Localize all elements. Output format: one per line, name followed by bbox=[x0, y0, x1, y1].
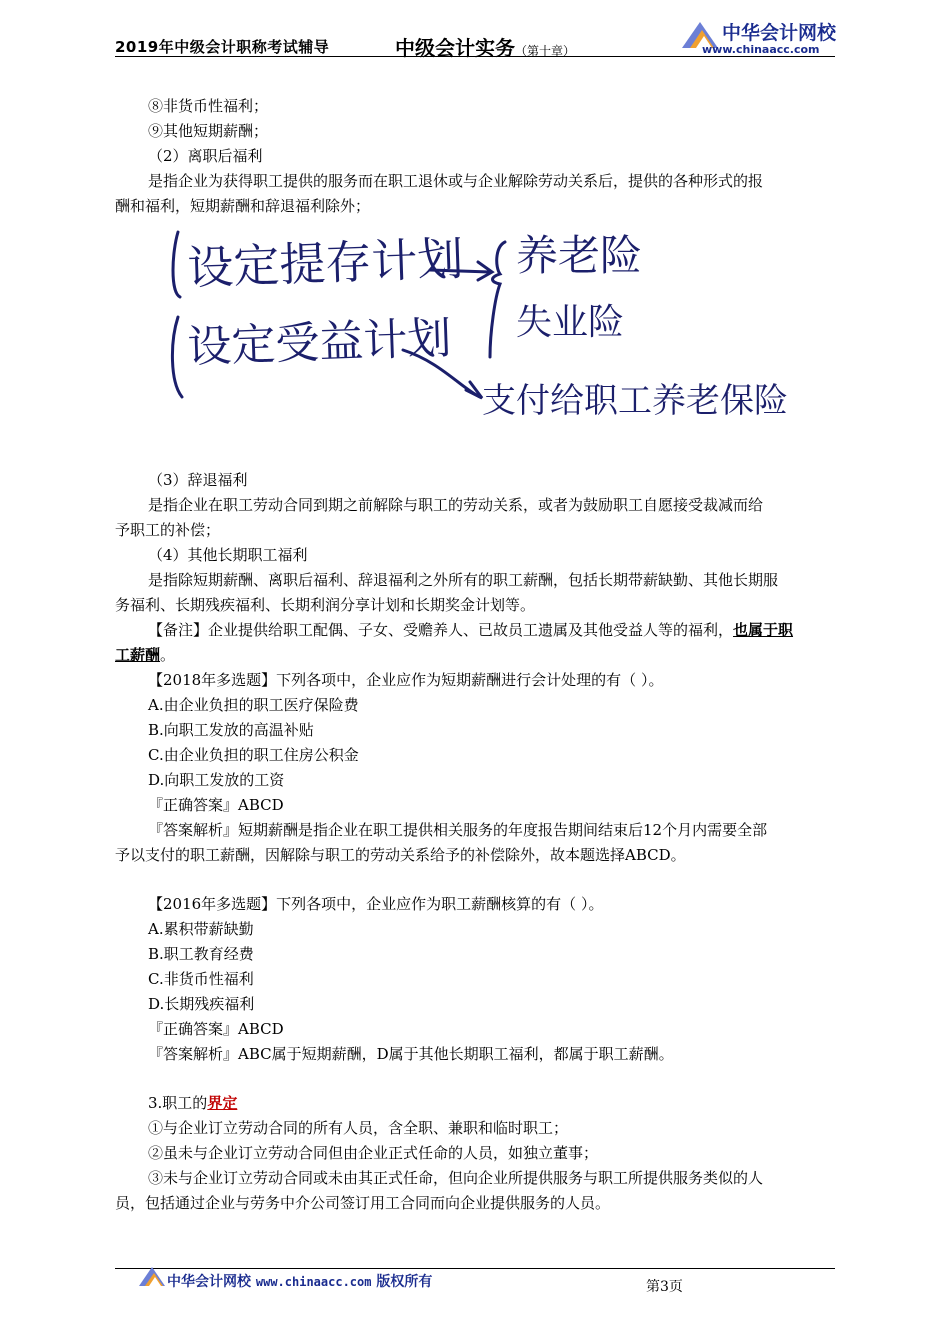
section-title bbox=[148, 1093, 237, 1113]
note-line-cont bbox=[115, 645, 175, 665]
list-item: ①与企业订立劳动合同的所有人员，含全职、兼职和临时职工； bbox=[148, 1119, 569, 1137]
note-suffix: 。 bbox=[160, 646, 176, 664]
note-emphasis: 也属于职 bbox=[733, 621, 794, 639]
handwriting-right-2: 失业险 bbox=[516, 302, 625, 343]
text-line: ⑨其他短期薪酬； bbox=[148, 122, 269, 140]
handwriting-right-3: 支付给职工养老保险 bbox=[482, 381, 788, 421]
list-item-cont: 员，包括通过企业与劳务中介公司签订用工合同而向企业提供服务的人员。 bbox=[115, 1194, 611, 1212]
handwriting-left-top: 设定提存计划 bbox=[186, 231, 465, 295]
question-option: C.由企业负担的职工住房公积金 bbox=[148, 746, 359, 764]
note-prefix: 【备注】企业提供给职工配偶、子女、受赡养人、已故员工遗属及其他受益人等的福利， bbox=[148, 621, 734, 639]
text-line: （3）辞退福利 bbox=[148, 471, 248, 489]
question-option: D.长期残疾福利 bbox=[148, 995, 255, 1013]
footer-logo-icon bbox=[138, 1264, 166, 1288]
footer-url: www.chinaacc.com bbox=[255, 1275, 372, 1289]
list-item: ③未与企业订立劳动合同或未由其正式任命，但向企业所提供服务与职工所提供服务类似的人 bbox=[148, 1169, 764, 1187]
footer-logo-name: 中华会计网校 bbox=[167, 1274, 251, 1290]
chapter-label: （第十章） bbox=[515, 44, 576, 58]
question-option: A.累积带薪缺勤 bbox=[148, 920, 254, 938]
answer-analysis-cont: 予以支付的职工薪酬，因解除与职工的劳动关系给予的补偿除外，故本题选择ABCD。 bbox=[115, 846, 686, 864]
correct-answer: 『正确答案』ABCD bbox=[148, 796, 284, 814]
footer-rights: 版权所有 bbox=[376, 1274, 433, 1290]
handwriting-right-1: 养老险 bbox=[516, 231, 643, 280]
question-stem: 【2016年多选题】下列各项中，企业应作为职工薪酬核算的有（ ）。 bbox=[148, 895, 604, 913]
section-title-emphasis: 界定 bbox=[207, 1094, 238, 1112]
footer-divider bbox=[115, 1268, 835, 1269]
text-line: （2）离职后福利 bbox=[148, 147, 263, 165]
question-option: C.非货币性福利 bbox=[148, 970, 254, 988]
text-line: 是指企业在职工劳动合同到期之前解除与职工的劳动关系，或者为鼓励职工自愿接受裁减而给 bbox=[148, 496, 764, 514]
question-option: A.由企业负担的职工医疗保险费 bbox=[148, 696, 359, 714]
text-line: 予职工的补偿； bbox=[115, 521, 221, 539]
footer-brand bbox=[167, 1271, 432, 1291]
text-line: 酬和福利，短期薪酬和辞退福利除外； bbox=[115, 197, 371, 215]
page-number: 第3页 bbox=[646, 1279, 683, 1295]
header-left-title: 2019年中级会计职称考试辅导 bbox=[115, 38, 330, 56]
list-item: ②虽未与企业订立劳动合同但由企业正式任命的人员，如独立董事； bbox=[148, 1144, 599, 1162]
question-option: D.向职工发放的工资 bbox=[148, 771, 285, 789]
header-logo-name: 中华会计网校 bbox=[722, 22, 837, 44]
note-emphasis-cont: 工薪酬 bbox=[115, 646, 161, 664]
question-option: B.向职工发放的高温补贴 bbox=[148, 721, 314, 739]
course-name: 中级会计实务 bbox=[395, 36, 515, 60]
header-divider bbox=[115, 56, 835, 57]
answer-analysis: 『答案解析』ABC属于短期薪酬，D属于其他长期职工福利，都属于职工薪酬。 bbox=[148, 1045, 674, 1063]
answer-analysis: 『答案解析』短期薪酬是指企业在职工提供相关服务的年度报告期间结束后12个月内需要全部 bbox=[148, 821, 768, 839]
note-line bbox=[148, 620, 793, 640]
header-logo-url: www.chinaacc.com bbox=[702, 43, 820, 56]
correct-answer: 『正确答案』ABCD bbox=[148, 1020, 284, 1038]
text-line: 是指企业为获得职工提供的服务而在职工退休或与企业解除劳动关系后，提供的各种形式的报 bbox=[148, 172, 764, 190]
question-option: B.职工教育经费 bbox=[148, 945, 254, 963]
handwritten-annotation bbox=[160, 222, 788, 452]
text-line: （4）其他长期职工福利 bbox=[148, 546, 308, 564]
text-line: ⑧非货币性福利； bbox=[148, 97, 269, 115]
handwriting-left-bottom: 设定受益计划 bbox=[186, 312, 453, 373]
question-stem: 【2018年多选题】下列各项中，企业应作为短期薪酬进行会计处理的有（ ）。 bbox=[148, 671, 664, 689]
text-line: 务福利、长期残疾福利、长期利润分享计划和长期奖金计划等。 bbox=[115, 596, 536, 614]
text-line: 是指除短期薪酬、离职后福利、辞退福利之外所有的职工薪酬，包括长期带薪缺勤、其他长期服 bbox=[148, 571, 779, 589]
section-title-prefix: 3.职工的 bbox=[148, 1094, 208, 1112]
